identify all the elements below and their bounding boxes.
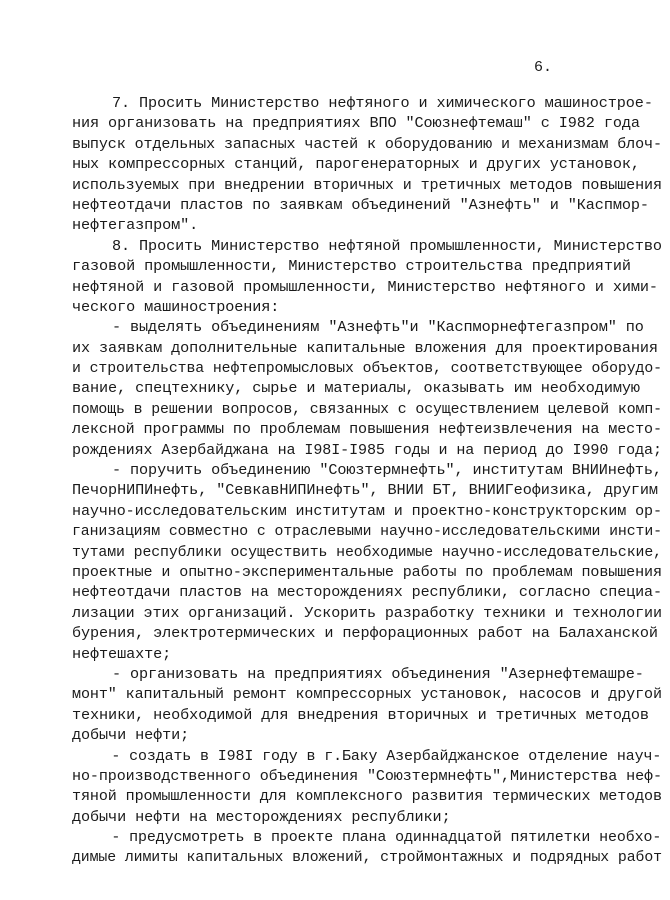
text-line: добычи нефти на месторождениях республики; [72, 807, 451, 826]
text-line: нефтеотдачи пластов по заявкам объединений "Азнефть" и "Каспмор- [72, 195, 649, 214]
text-line: димые лимиты капитальных вложений, строймонтажных и подрядных работ [72, 848, 662, 867]
text-line: лексной программы по проблемам повышения нефтеизвлечения на место- [72, 420, 662, 439]
text-line: ганизациям совместно с отраслевыми научно-исследовательскими инсти- [72, 522, 662, 541]
text-line: нефтеотдачи пластов на месторождениях республики, согласно специа- [72, 583, 662, 602]
text-line: лизации этих организаций. Ускорить разработку техники и технологии [72, 603, 662, 622]
text-line: нефтяной и газовой промышленности, Министерство нефтяного и хими- [72, 277, 658, 296]
text-line: научно-исследовательским институтам и проектно-конструкторским ор- [72, 501, 662, 520]
text-line: - выделять объединениям "Азнефть"и "Каспморнефтегазпром" по [112, 318, 644, 337]
text-line: помощь в решении вопросов, связанных с осуществлением целевой комп- [72, 399, 662, 418]
text-line: выпуск отдельных запасных частей к оборудованию и механизмам блоч- [72, 134, 662, 153]
text-line: ПечорНИПИнефть, "СевкавНИПИнефть", ВНИИ БТ, ВНИИГеофизика, другим [72, 481, 658, 500]
text-line: рождениях Азербайджана на I98I-I985 годы и на период до I990 года; [72, 440, 662, 459]
text-line: бурения, электротермических и перфорационных работ на Балаханской [72, 624, 658, 643]
text-line: 8. Просить Министерство нефтяной промышленности, Министерство [112, 236, 662, 255]
text-line: монт" капитальный ремонт компрессорных установок, насосов и другой [72, 685, 662, 704]
text-line: ческого машиностроения: [72, 297, 280, 316]
text-line: нефтегазпром". [72, 216, 199, 235]
text-line: тяной промышленности для комплексного развития термических методов [72, 787, 662, 806]
text-line: добычи нефти; [72, 726, 190, 745]
text-line: - создать в I98I году в г.Баку Азербайджанское отделение науч- [111, 746, 662, 765]
text-line: проектные и опытно-экспериментальные работы по проблемам повышения [72, 562, 662, 581]
text-line: техники, необходимой для внедрения вторичных и третичных методов [72, 705, 649, 724]
text-line: газовой промышленности, Министерство строительства предприятий [72, 257, 631, 276]
text-line: и строительства нефтепромысловых объектов, соответствующее оборудо- [72, 359, 662, 378]
text-line: - предусмотреть в проекте плана одиннадцатой пятилетки необхо- [111, 828, 662, 847]
text-line: нефтешахте; [72, 644, 172, 663]
text-line: - поручить объединению "Союзтермнефть", институтам ВНИИнефть, [112, 461, 662, 480]
text-line: ния организовать на предприятиях ВПО "Союзнефтемаш" с I982 года [72, 114, 640, 133]
text-line: вание, спецтехнику, сырье и материалы, оказывать им необходимую [72, 379, 640, 398]
text-line: но-производственного объединения "Союзтермнефть",Министерства неф- [72, 766, 662, 785]
document-body [72, 93, 662, 868]
page-number: 6. [534, 59, 553, 76]
text-line: ных компрессорных станций, парогенераторных и других установок, [72, 155, 640, 174]
text-line: - организовать на предприятиях объединения "Азернефтемашре- [112, 664, 644, 683]
text-line: используемых при внедрении вторичных и третичных методов повышения [72, 175, 662, 194]
text-line: тутами республики осуществить необходимые научно-исследовательские, [72, 542, 662, 561]
text-line: 7. Просить Министерство нефтяного и химического машинострое- [112, 94, 653, 112]
text-line: их заявкам дополнительные капитальные вложения для проектирования [72, 338, 658, 357]
